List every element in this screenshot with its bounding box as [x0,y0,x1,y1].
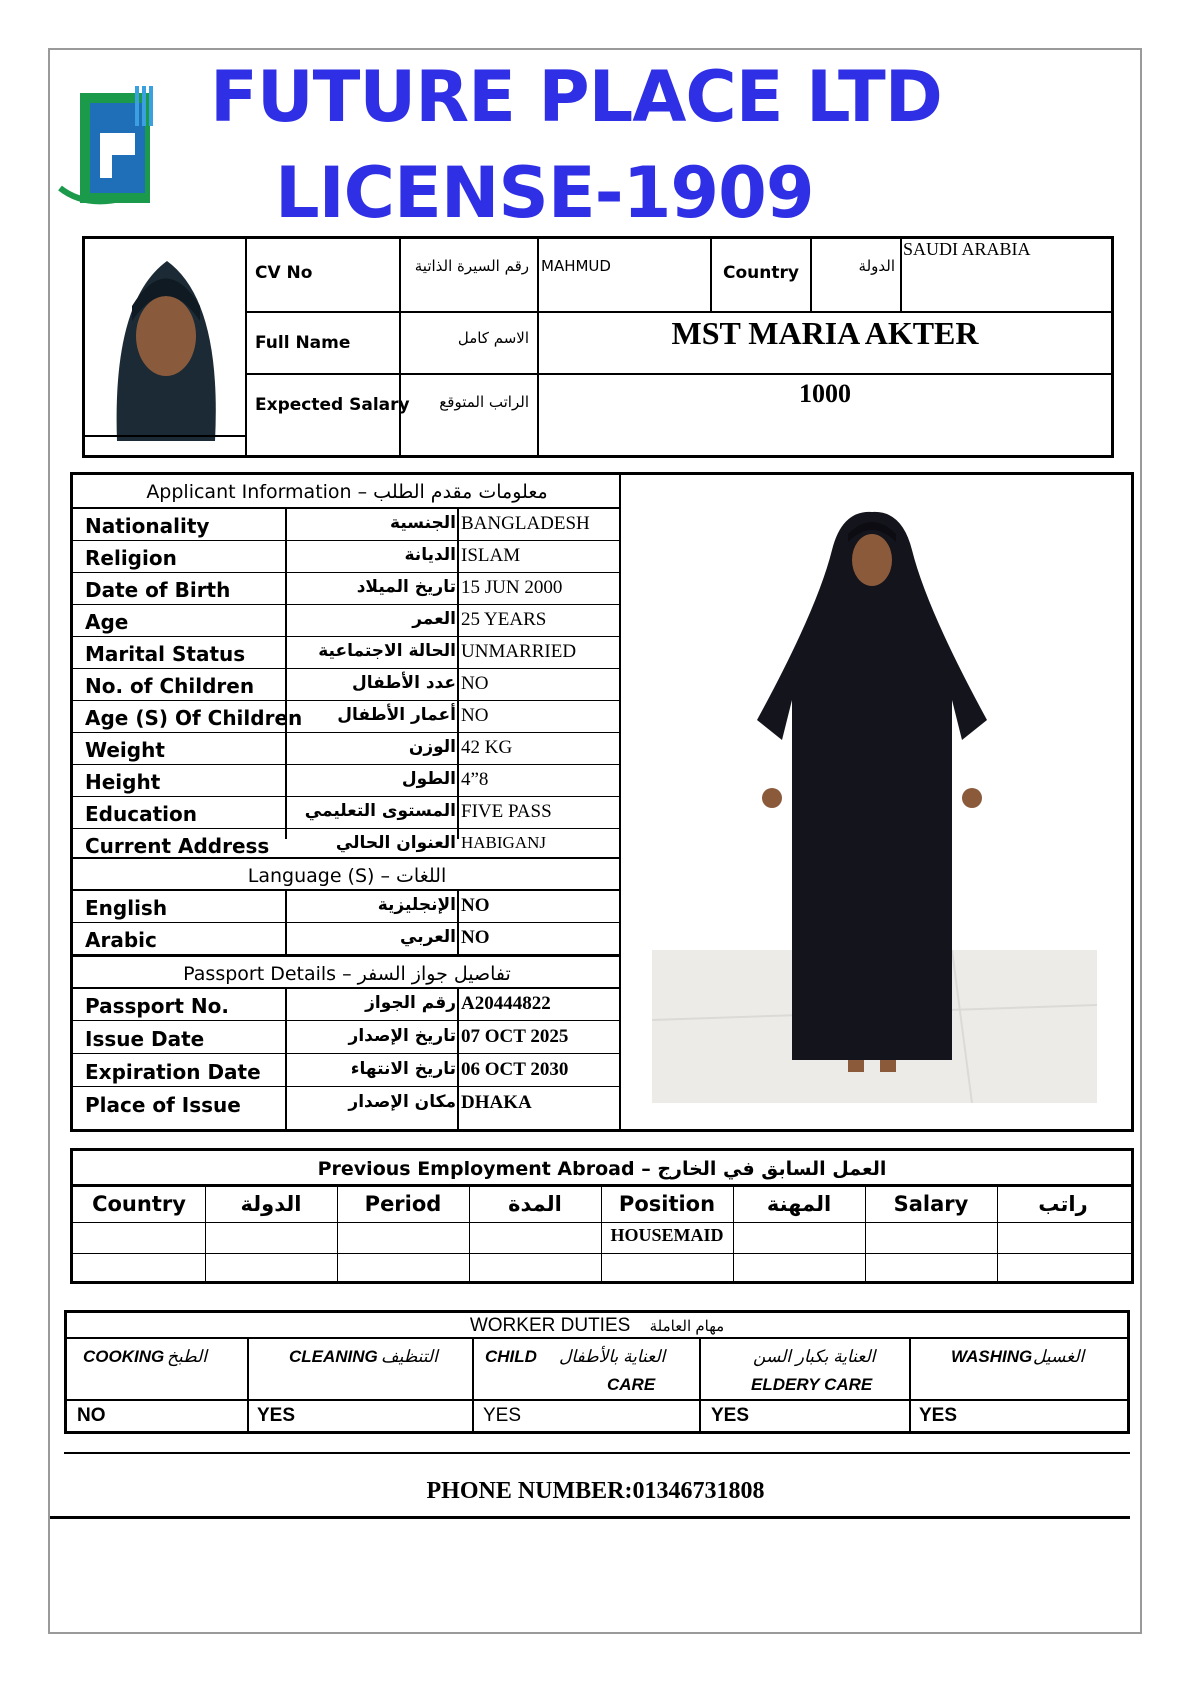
full-name-value: MST MARIA AKTER [671,315,979,351]
age-label: Age [85,610,129,634]
passport-row-issue-date [73,1022,621,1054]
language-row-english [73,891,621,923]
education-label: Education [85,802,197,826]
english-label: English [85,896,168,920]
passport-title: Passport Details – تفاصيل جواز السفر [73,955,621,989]
country-label: Country [723,263,799,283]
place-of-issue-value: DHAKA [461,1092,532,1113]
children-ages-arabic: أعمار الأطفال [337,705,456,725]
passport-no-value: A20444822 [461,993,551,1014]
worker-duties-table [64,1310,1130,1434]
expiration-arabic: تاريخ الانتهاء [350,1059,456,1079]
duty-elderly-label: ELDERY CARE [751,1375,873,1394]
cv-summary-table [82,236,1114,458]
emp-header-country-ar: الدولة [240,1192,302,1216]
place-of-issue-arabic: مكان الإصدار [348,1092,456,1112]
country-value: SAUDI ARABIA [903,239,1031,259]
info-row-nationality [73,509,621,541]
children-value: NO [461,673,489,694]
arabic-arabic: العربي [400,927,456,947]
info-row-dob [73,573,621,605]
emp-position-value: HOUSEMAID [610,1225,724,1245]
religion-value: ISLAM [461,545,521,566]
phone-number: PHONE NUMBER:01346731808 [426,1478,765,1504]
emp-header-country: Country [92,1192,186,1216]
full-name-arabic: الاسم كامل [457,329,529,347]
emp-header-salary: Salary [893,1192,969,1216]
full-length-photo [652,500,1097,1103]
weight-arabic: الوزن [408,737,456,757]
address-value: HABIGANJ [461,833,546,852]
nationality-value: BANGLADESH [461,513,590,534]
duty-child-arabic: العناية بالأطفال [559,1347,666,1366]
worker-duties-title-en: WORKER DUTIES [469,1315,631,1336]
info-row-marital-status [73,637,621,669]
duty-elderly-arabic: العناية بكبار السن [753,1347,876,1366]
nationality-label: Nationality [85,514,210,538]
emp-header-period: Period [364,1192,442,1216]
emp-header-period-ar: المدة [508,1192,562,1216]
height-value: 4”8 [461,769,489,790]
info-row-height [73,765,621,797]
info-row-address [73,829,621,859]
duty-cleaning-value: YES [257,1405,296,1426]
duty-cooking-label: COOKING [83,1347,165,1366]
info-row-children-ages [73,701,621,733]
passport-row-expiration [73,1055,621,1087]
duty-elderly-care-value: YES [711,1405,750,1426]
duty-child-label: CHILD [485,1347,537,1366]
cv-no-arabic: رقم السيرة الذاتية [414,257,529,275]
worker-duties-title-ar: مهام العاملة [649,1318,725,1335]
company-name: FUTURE PLACE LTD [210,56,942,138]
issue-date-value: 07 OCT 2025 [461,1026,569,1047]
passport-row-number [73,989,621,1021]
arabic-label: Arabic [85,928,157,952]
license-number: LICENSE-1909 [275,152,814,234]
issue-date-label: Issue Date [85,1027,205,1051]
children-ages-label: Age (S) Of Children [85,706,303,730]
info-row-education [73,797,621,829]
nationality-arabic: الجنسية [390,513,456,533]
address-label: Current Address [85,834,270,858]
expected-salary-arabic: الراتب المتوقع [439,393,529,411]
footer-divider-bottom [50,1516,1130,1519]
duty-washing-label: WASHING [951,1347,1033,1366]
children-ages-value: NO [461,705,489,726]
previous-employment-table [70,1148,1134,1284]
height-label: Height [85,770,161,794]
footer-divider-top [64,1452,1130,1454]
duty-washing-arabic: الغسيل [1033,1347,1085,1366]
weight-value: 42 KG [461,737,513,758]
education-arabic: المستوى التعليمي [304,801,456,821]
marital-status-arabic: الحالة الاجتماعية [318,641,456,661]
english-arabic: الإنجليزية [377,895,456,915]
country-arabic: الدولة [858,257,895,275]
worker-duties-title [67,1313,1127,1339]
duty-child-care-value: YES [483,1405,522,1426]
dob-value: 15 JUN 2000 [461,577,563,598]
full-name-label: Full Name [255,333,351,353]
duty-cleaning-label: CLEANING [289,1347,378,1366]
duty-cleaning-arabic: التنظيف [381,1347,438,1366]
marital-status-label: Marital Status [85,642,246,666]
duty-cooking-value: NO [77,1405,106,1426]
religion-label: Religion [85,546,177,570]
duty-cooking-arabic: الطبخ [167,1347,207,1366]
info-row-religion [73,541,621,573]
emp-header-position: Position [618,1192,716,1216]
emp-header-position-ar: المهنة [766,1192,832,1216]
info-row-age [73,605,621,637]
place-of-issue-label: Place of Issue [85,1093,241,1117]
address-arabic: العنوان الحالي [335,833,456,853]
cv-no-value: MAHMUD [541,257,611,275]
expected-salary-value: 1000 [799,379,851,408]
issue-date-arabic: تاريخ الإصدار [348,1026,456,1046]
passport-no-arabic: رقم الجواز [365,993,456,1013]
weight-label: Weight [85,738,165,762]
marital-status-value: UNMARRIED [461,641,577,662]
children-label: No. of Children [85,674,255,698]
dob-label: Date of Birth [85,578,231,602]
cv-no-label: CV No [255,263,313,283]
religion-arabic: الديانة [404,545,456,565]
passport-no-label: Passport No. [85,994,229,1018]
arabic-value: NO [461,927,490,948]
applicant-info-title: Applicant Information – معلومات مقدم الطلب [73,475,621,509]
expected-salary-label: Expected Salary [255,395,410,415]
age-arabic: العمر [412,609,456,629]
language-row-arabic [73,923,621,955]
age-value: 25 YEARS [461,609,547,630]
expiration-label: Expiration Date [85,1060,261,1084]
company-logo [55,78,165,218]
language-title: Language (S) – اللغات [73,857,621,891]
emp-header-salary-ar: راتب [1038,1192,1088,1216]
portrait-photo [87,241,245,441]
duty-washing-value: YES [919,1405,958,1426]
dob-arabic: تاريخ الميلاد [356,577,456,597]
info-row-weight [73,733,621,765]
employment-title: Previous Employment Abroad – العمل السابق في الخارج [73,1151,1131,1187]
info-row-children [73,669,621,701]
english-value: NO [461,895,490,916]
expiration-value: 06 OCT 2030 [461,1059,569,1080]
children-arabic: عدد الأطفال [352,673,456,693]
education-value: FIVE PASS [461,801,552,822]
height-arabic: الطول [401,769,456,789]
passport-row-place [73,1088,621,1120]
duty-child-care-label: CARE [607,1375,656,1394]
